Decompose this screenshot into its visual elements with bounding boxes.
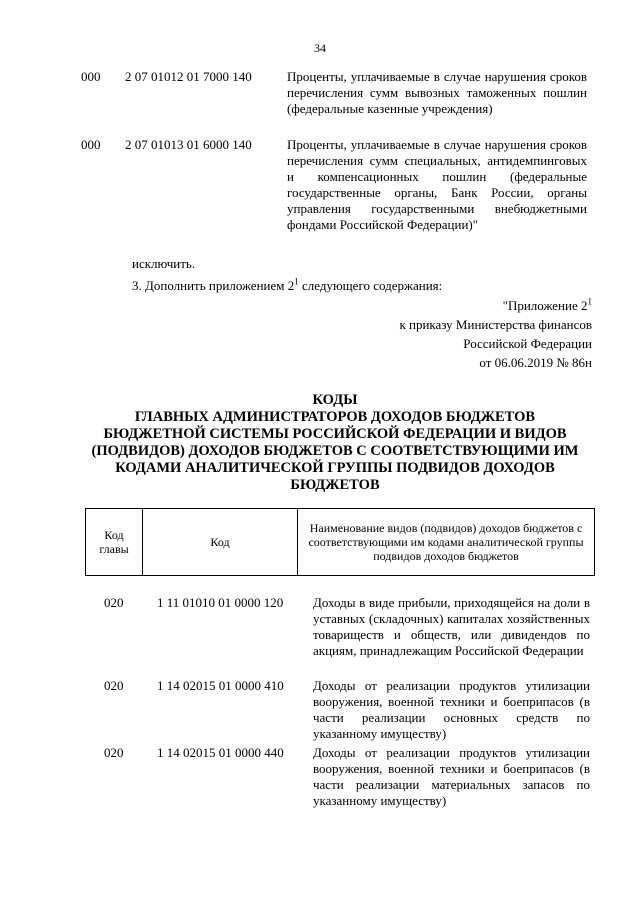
header-name: Наименование видов (подвидов) доходов бюджетов с соответствующими им кодами аналитической группы подвидов доходов бюджетов [298,509,595,576]
appendix-line-4: от 06.06.2019 № 86н [479,355,592,370]
row-glava-code: 000 [81,69,101,84]
row-income-code: 2 07 01012 01 7000 140 [125,69,252,84]
row-glava-code: 020 [104,678,124,693]
appendix-line-1: "Приложение $2^1$ [502,296,592,313]
table-row [0,745,640,825]
row-glava-code: 020 [104,745,124,760]
header-glava-code: Код главы [86,509,143,576]
excluded-row [0,137,640,249]
header-code: Код [143,509,298,576]
row-description: Проценты, уплачиваемые в случае нарушения сроков перечисления сумм специальных, антидемпинговых и компенсационных пошлин (федеральные государственные органы, Банк России, органы управления государственными внебюджетными фондами Российской Федерации)" [287,137,587,232]
item-3-tail: следующего содержания: [298,278,443,293]
appendix-line-3: Российской Федерации [463,336,592,351]
exclude-instruction: исключить. [132,256,196,271]
row-glava-code: 020 [104,595,124,610]
appendix-heading [272,298,592,371]
row-income-code: 1 14 02015 01 0000 440 [157,745,284,760]
excluded-row [0,69,640,133]
row-income-code: 1 14 02015 01 0000 410 [157,678,284,693]
table-row [0,678,640,742]
row-glava-code: 000 [81,137,101,152]
document-title: КОДЫ ГЛАВНЫХ АДМИНИСТРАТОРОВ ДОХОДОВ БЮДЖЕТОВ БЮДЖЕТНОЙ СИСТЕМЫ РОССИЙСКОЙ ФЕДЕРАЦИИ И ВИДОВ (ПОДВИДОВ) ДОХОДОВ БЮДЖЕТОВ С СООТВЕТСТВУЮЩИМИ ИМ КОДАМИ АНАЛИТИЧЕСКОЙ ГРУППЫ ПОДВИДОВ ДОХОДОВ БЮДЖЕТОВ [91,392,579,493]
item-3-paragraph [132,278,442,294]
page-number: 34 [314,41,326,55]
row-description: Доходы от реализации продуктов утилизации вооружения, военной техники и боеприпасов (в части реализации основных средств по указанному имуществу) [313,678,590,741]
table-row [0,595,640,675]
item-3-text: 3. Дополнить приложением 2 [132,278,295,293]
table-header [85,508,595,576]
row-description: Доходы в виде прибыли, приходящейся на доли в уставных (складочных) капиталах хозяйственных товариществ и обществ, или дивидендов по акциям, принадлежащим Российской Федерации [313,595,590,658]
appendix-line-2: к приказу Министерства финансов [399,317,592,332]
item-3-sup: 1 [294,276,299,287]
row-description: Проценты, уплачиваемые в случае нарушения сроков перечисления сумм вывозных таможенных пошлин (федеральные казенные учреждения) [287,69,587,116]
row-income-code: 1 11 01010 01 0000 120 [157,595,284,610]
row-income-code: 2 07 01013 01 6000 140 [125,137,252,152]
row-description: Доходы от реализации продуктов утилизации вооружения, военной техники и боеприпасов (в части реализации материальных запасов по указанному имуществу) [313,745,590,808]
